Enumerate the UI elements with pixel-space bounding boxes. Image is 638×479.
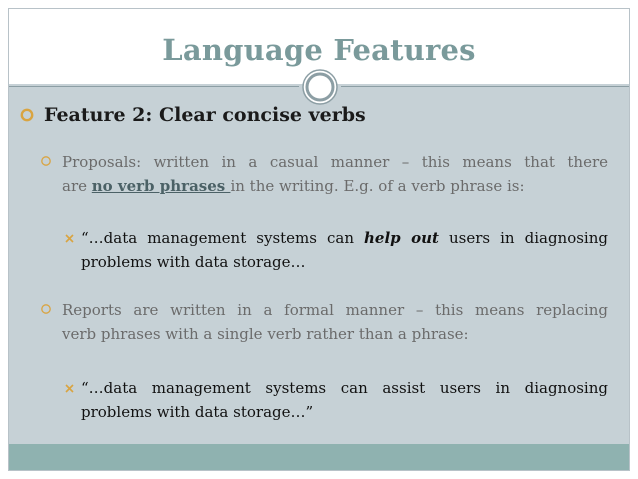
help-out-emphasis: help out xyxy=(364,229,439,247)
quote-example-1-prefix: “…data management systems can xyxy=(81,229,365,247)
quote-example-2 xyxy=(81,376,608,424)
title-divider-right xyxy=(341,86,629,87)
heading-bullet-text: Feature 2: Clear concise verbs xyxy=(44,104,366,126)
hollow-circle-bullet-icon xyxy=(40,303,52,315)
quote-example-2-line2: problems with data storage…” xyxy=(81,403,314,421)
point-proposals-line2-prefix: are xyxy=(62,177,92,195)
point-reports-line1: Reports are written in a formal manner – this means replacing xyxy=(62,301,608,319)
point-proposals-line2 xyxy=(62,174,608,198)
x-bullet-icon xyxy=(65,234,74,243)
quote-example-1-line1 xyxy=(81,226,608,250)
circle-ornament-icon xyxy=(301,68,339,106)
heading-bullet xyxy=(20,104,366,126)
point-reports-line2: verb phrases with a single verb rather than a phrase: xyxy=(62,325,469,343)
slide-title: Language Features xyxy=(162,33,476,67)
gold-circle-bullet-icon xyxy=(20,108,34,122)
hollow-circle-bullet-icon xyxy=(40,155,52,167)
point-proposals-line2-suffix: in the writing. E.g. of a verb phrase is: xyxy=(230,177,525,195)
bottom-band xyxy=(9,444,629,470)
quote-example-1-line2: problems with data storage… xyxy=(81,253,306,271)
point-proposals xyxy=(62,150,608,198)
x-bullet-icon xyxy=(65,384,74,393)
title-divider-left xyxy=(9,86,299,87)
point-reports xyxy=(62,298,608,346)
verb-phrase-emphasis: no verb phrases xyxy=(91,177,231,195)
quote-example-1 xyxy=(81,226,608,274)
quote-example-2-line1: “…data management systems can assist users in diagnosing xyxy=(81,379,608,397)
point-proposals-line1: Proposals: written in a casual manner – this means that there xyxy=(62,153,608,171)
quote-example-1-suffix: users in diagnosing xyxy=(438,229,608,247)
